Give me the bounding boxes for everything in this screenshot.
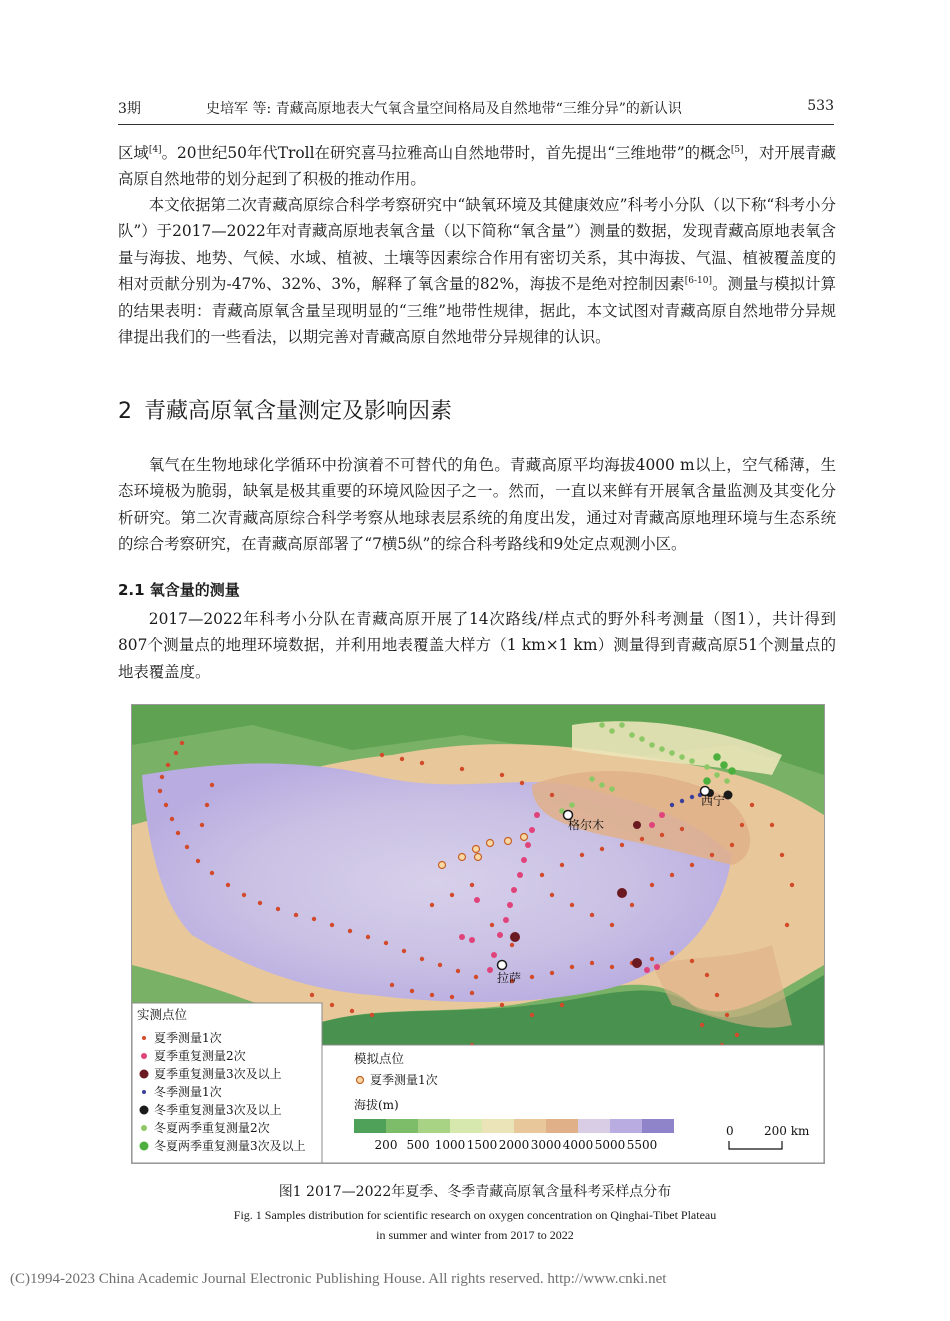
copyright-footer: (C)1994-2023 China Academic Journal Electronic Publishing House. All rights reserved. http://www.cnki.net <box>10 1271 667 1287</box>
elevation-colorbar <box>354 1119 674 1133</box>
text-run: 本文依据第二次青藏高原综合科学考察研究中“缺氧环境及其健康效应”科考小分队（以下称“科考小分队”）于2017—2022年对青藏高原地表氧含量（以下简称“氧含量”）测量的数据，发现青藏高原地表氧含量与海拔、地势、气候、水域、植被、土壤等因素综合作用有密切关系，其中海拔、气温、植被覆盖度的相对贡献分别为-47%、32%、3%，解释了氧含量的82%，海拔不是绝对控制因素 <box>118 196 836 294</box>
elevation-swatch <box>578 1119 610 1133</box>
text-run: 。20世纪50年代Troll在研究喜马拉雅高山自然地带时，首先提出“三维地带”的概念 <box>161 144 731 162</box>
text-run: 区域 <box>118 144 149 162</box>
legend-symbol-summer-1 <box>142 1036 146 1040</box>
elevation-swatch <box>610 1119 642 1133</box>
elevation-tick-label: 3000 <box>530 1138 562 1152</box>
citation: [6-10] <box>684 276 712 287</box>
figure-caption-en <box>0 1205 950 1245</box>
city-golmud: 格尔木 <box>568 818 605 832</box>
figure-caption-en-line1: Fig. 1 Samples distribution for scientific research on oxygen concentration on Qinghai-Tibet Plateau <box>233 1208 717 1222</box>
legend-symbol-winter-1 <box>142 1090 146 1094</box>
elevation-swatch <box>642 1119 674 1133</box>
elevation-swatch <box>482 1119 514 1133</box>
legend-label-both-2: 冬夏两季重复测量2次 <box>154 1121 270 1135</box>
elevation-swatch <box>354 1119 386 1133</box>
legend-label-summer-1: 夏季测量1次 <box>154 1031 222 1045</box>
scale-label-zero: 0 <box>726 1124 734 1138</box>
issue-number: 3期 <box>118 101 141 117</box>
legend-symbol-both-2 <box>141 1125 147 1131</box>
header-rule <box>118 124 834 125</box>
elevation-swatch <box>418 1119 450 1133</box>
figure-1-map <box>131 704 825 1164</box>
legend-symbol-winter-3 <box>140 1106 149 1115</box>
elevation-swatch <box>386 1119 418 1133</box>
running-header <box>118 98 834 120</box>
citation: [4] <box>148 145 162 155</box>
paragraph-4 <box>118 606 836 685</box>
elevation-swatch <box>546 1119 578 1133</box>
section-heading-2 <box>118 394 452 425</box>
legend-label-summer-2: 夏季重复测量2次 <box>154 1049 246 1063</box>
legend-measured-title: 实测点位 <box>137 1007 188 1022</box>
elevation-tick-label: 1500 <box>466 1138 498 1152</box>
figure-caption-zh: 图1 2017—2022年夏季、冬季青藏高原氧含量科考采样点分布 <box>278 1184 672 1200</box>
legend-label-summer-3: 夏季重复测量3次及以上 <box>154 1067 282 1081</box>
elevation-tick-label: 200 <box>374 1138 398 1152</box>
paragraph-1 <box>118 140 836 193</box>
section-number: 2 <box>118 399 132 424</box>
elevation-swatch <box>450 1119 482 1133</box>
text-run: ，对开展青藏高原自然地带的划分起到了积极的推动作用。 <box>118 144 836 189</box>
legend-label-both-3: 冬夏两季重复测量3次及以上 <box>154 1139 306 1153</box>
legend-sim-title: 模拟点位 <box>354 1051 405 1066</box>
legend-symbol-both-3 <box>140 1142 149 1151</box>
section-title: 青藏高原氧含量测定及影响因素 <box>144 399 453 424</box>
scale-label-200km: 200 km <box>764 1124 810 1138</box>
city-lhasa: 拉萨 <box>497 971 522 985</box>
legend-symbol-summer-2 <box>141 1053 147 1059</box>
page-number: 533 <box>807 98 834 114</box>
citation: [5] <box>730 145 744 155</box>
text-run: 氧气在生物地球化学循环中扮演着不可替代的角色。青藏高原平均海拔4000 m以上，空气稀薄，生态环境极为脆弱，缺氧是极其重要的环境风险因子之一。然而，一直以来鲜有开展氧含量监测及其变化分析研究。第二次青藏高原综合科学考察从地球表层系统的角度出发，通过对青藏高原地理环境与生态系统的综合考察研究，在青藏高原部署了“7横5纵”的综合科考路线和9处定点观测小区。 <box>118 456 836 554</box>
city-xining: 西宁 <box>701 794 726 808</box>
legend-label-winter-1: 冬季测量1次 <box>154 1085 222 1099</box>
elevation-tick-label: 4000 <box>562 1138 594 1152</box>
text-run: 2017—2022年科考小分队在青藏高原开展了14次路线/样点式的野外科考测量（图1），共计得到807个测量点的地理环境数据，并利用地表覆盖大样方（1 km×1 km）测量得到青藏高原51个测量点的地表覆盖度。 <box>118 610 836 681</box>
elevation-tick-label: 2000 <box>498 1138 530 1152</box>
figure-caption-en-line2: in summer and winter from 2017 to 2022 <box>376 1228 574 1242</box>
legend-symbol-summer-3 <box>140 1070 149 1079</box>
subsection-heading-2-1: 2.1 氧含量的测量 <box>118 581 240 599</box>
elevation-tick-label: 500 <box>406 1138 430 1152</box>
legend-symbol-sim <box>357 1077 364 1084</box>
elevation-tick-label: 5500 <box>626 1138 658 1152</box>
elevation-tick-label: 5000 <box>594 1138 626 1152</box>
elevation-title: 海拔(m) <box>354 1098 399 1112</box>
legend-label-sim: 夏季测量1次 <box>370 1073 438 1087</box>
elevation-tick-label: 1000 <box>434 1138 466 1152</box>
legend-label-winter-3: 冬季重复测量3次及以上 <box>154 1103 282 1117</box>
paragraph-3 <box>118 452 836 558</box>
text-run: 。测量与模拟计算的结果表明：青藏高原氧含量呈现明显的“三维”地带性规律，据此，本文试图对青藏高原自然地带分异规律提出我们的一些看法，以期完善对青藏高原自然地带分异规律的认识。 <box>118 275 836 347</box>
running-title: 史培军 等: 青藏高原地表大气氧含量空间格局及自然地带“三维分异”的新认识 <box>206 101 682 117</box>
elevation-swatch <box>514 1119 546 1133</box>
elevation-labels <box>375 1138 658 1152</box>
paragraph-2 <box>118 192 836 350</box>
